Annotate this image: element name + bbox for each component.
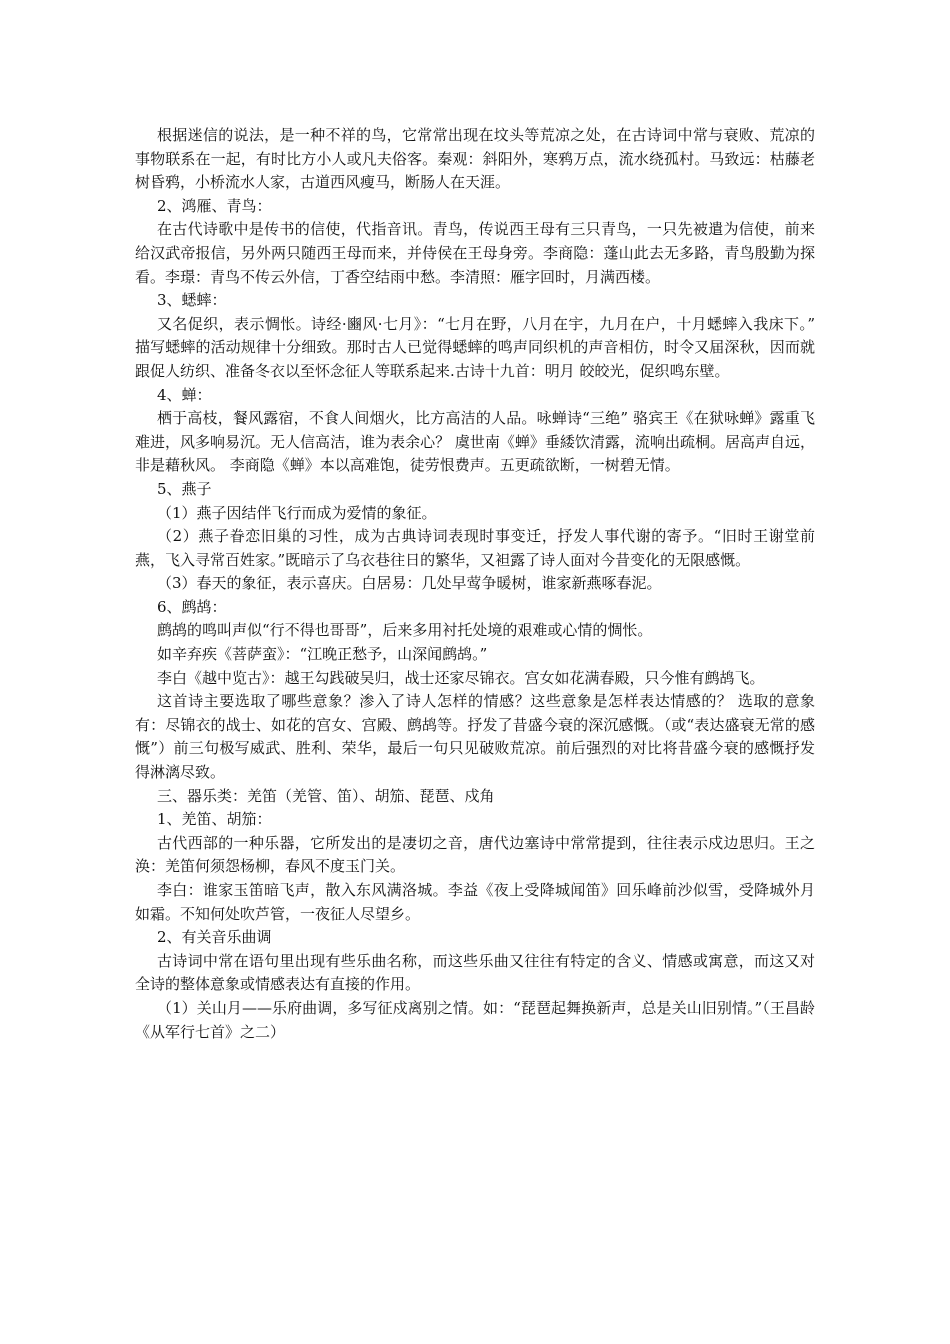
heading-instruments: 三、器乐类：羌笛（羌管、笛）、胡笳、琵琶、戍角 [157,786,495,805]
paragraph-qiang-flute-2: 李白：谁家玉笛暗飞声，散入东风满洛城。李益《夜上受降城闻笛》回乐峰前沙似雪，受降城外月如霜。不知何处吹芦管，一夜征人尽望乡。 [135,881,815,923]
paragraph-wild-goose-bluebird: 在古代诗歌中是传书的信使，代指音讯。青鸟，传说西王母有三只青鸟，一只先被遣为信使，前来给汉武帝报信，另外两只随西王母而来，并侍侯在王母身旁。李商隐：蓬山此去无多路，青鸟殷勤为探看。李璟：青鸟不传云外信，丁香空结雨中愁。李清照：雁字回时，月满西楼。 [135,220,815,286]
paragraph-partridge-analysis: 这首诗主要选取了哪些意象？渗入了诗人怎样的情感？这些意象是怎样表达情感的？ 选取的意象有：尽锦衣的战士、如花的宫女、宫殿、鹧鸪等。抒发了昔盛今衰的深沉感慨。（或“表达盛衰无常的感慨”）前三句极写威武、胜利、荣华，最后一句只见破败荒凉。前后强烈的对比将昔盛今衰的感慨抒发得淋漓尽致。 [135,692,815,782]
heading-swallow: 5、燕子 [157,479,212,498]
paragraph-swallow-3: （3）春天的象征，表示喜庆。白居易：几处早莺争暖树，谁家新燕啄春泥。 [157,574,662,593]
paragraph-guanshan-moon: （1）关山月——乐府曲调，多写征戍离别之情。如：“琵琶起舞换新声，总是关山旧别情。”（王昌龄《从军行七首》之二） [135,998,815,1041]
heading-wild-goose-bluebird: 2、鸿雁、青鸟： [157,196,272,215]
paragraph-crow-description: 根据迷信的说法，是一种不祥的鸟，它常常出现在坟头等荒凉之处，在古诗词中常与衰败、荒凉的事物联系在一起，有时比方小人或凡夫俗客。秦观：斜阳外，寒鸦万点，流水绕孤村。马致远：枯藤老树昏鸦，小桥流水人家，古道西风瘦马，断肠人在天涯。 [135,126,815,192]
paragraph-cricket: 又名促织，表示惆怅。诗经·豳风·七月》：“七月在野，八月在宇，九月在户，十月蟋蟀入我床下。” 描写蟋蟀的活动规律十分细致。那时古人已觉得蟋蟀的鸣声同织机的声音相仿，时令又届深秋，因而就跟促人纺织、准备冬衣以至怀念征人等联系起来.古诗十九首：明月 皎皎光，促织鸣东壁。 [135,314,815,380]
paragraph-partridge-3: 李白《越中览古》：越王勾践破吴归，战士还家尽锦衣。宫女如花满春殿，只今惟有鹧鸪飞。 [157,668,765,687]
heading-cicada: 4、蝉： [157,385,212,404]
heading-music-tunes: 2、有关音乐曲调 [157,928,272,947]
paragraph-swallow-1: （1）燕子因结伴飞行而成为爱情的象征。 [157,503,437,522]
heading-qiang-flute: 1、羌笛、胡笳： [157,810,272,829]
document-body [135,124,815,1044]
heading-cricket: 3、蟋蟀： [157,291,227,310]
paragraph-swallow-2: （2）燕子眷恋旧巢的习性，成为古典诗词表现时事变迁，抒发人事代谢的寄予。“旧时王谢堂前燕，飞入寻常百姓家。”既暗示了乌衣巷往日的繁华，又袒露了诗人面对今昔变化的无限感慨。 [135,527,815,569]
paragraph-qiang-flute-1: 古代西部的一种乐器，它所发出的是凄切之音，唐代边塞诗中常常提到，往往表示戍边思归。王之涣：羌笛何须怨杨柳，春风不度玉门关。 [135,833,815,876]
heading-partridge: 6、鹧鸪： [157,597,227,616]
paragraph-partridge-2: 如辛弃疾《菩萨蛮》：“江晚正愁予，山深闻鹧鸪。” [157,645,488,664]
paragraph-music-tunes: 古诗词中常在语句里出现有些乐曲名称，而这些乐曲又往往有特定的含义、情感或寓意，而这又对全诗的整体意象或情感表达有直接的作用。 [135,951,815,994]
paragraph-cicada: 栖于高枝，餐风露宿，不食人间烟火，比方高洁的人品。咏蝉诗“三绝” 骆宾王《在狱咏蝉》露重飞难进，风多响易沉。无人信高洁，谁为表余心？ 虞世南《蝉》垂緌饮清露，流响出疏桐。居高声自远，非是藉秋风。 李商隐《蝉》本以高难饱，徒劳恨费声。五更疏欲断，一树碧无情。 [135,409,815,475]
paragraph-partridge-1: 鹧鸪的鸣叫声似“行不得也哥哥”，后来多用衬托处境的艰难或心情的惆怅。 [157,621,653,640]
